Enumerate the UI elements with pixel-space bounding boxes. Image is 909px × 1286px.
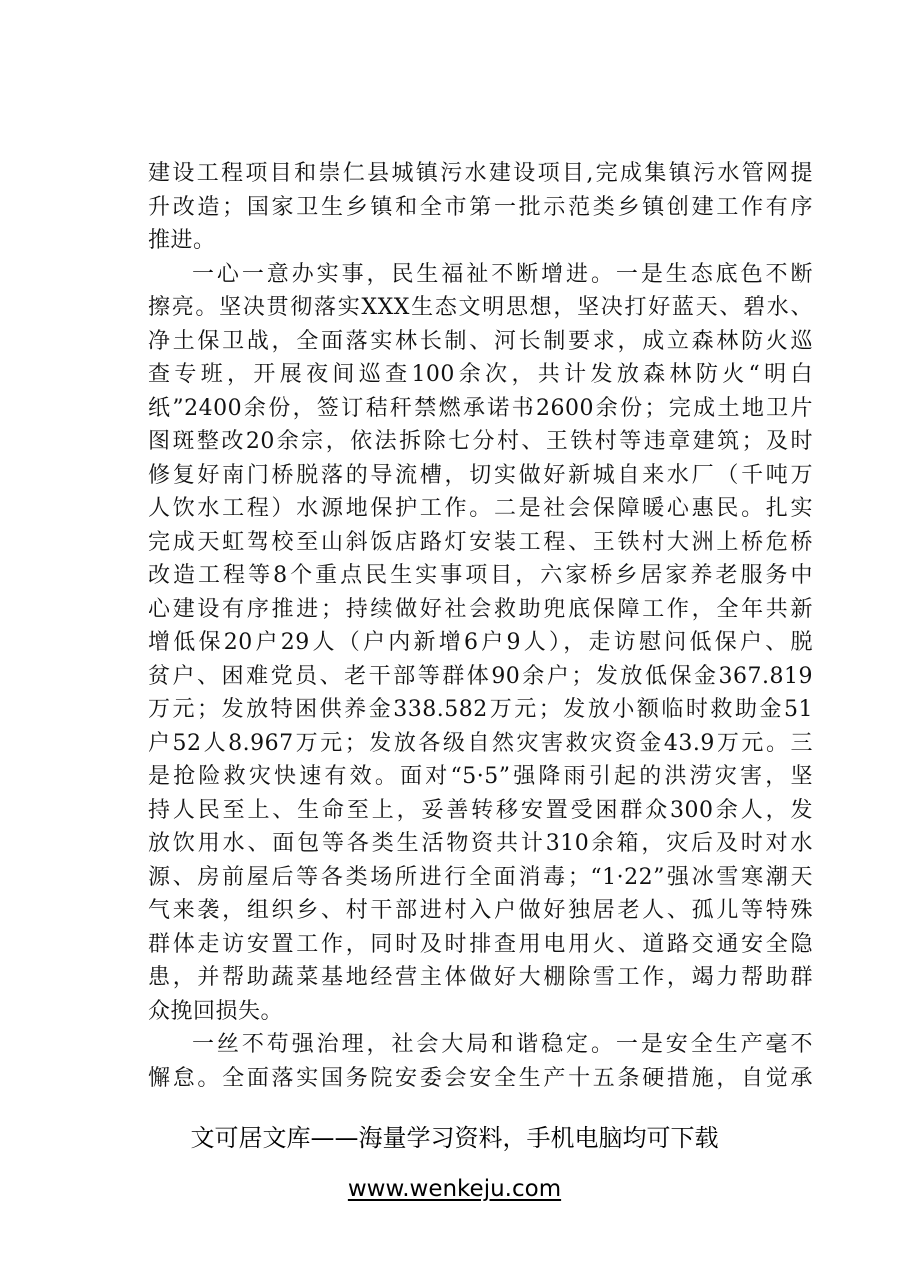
- text-line: 完成天虹驾校至山斜饭店路灯安装工程、王铁村大洲上桥危桥: [148, 529, 813, 555]
- text-line: 建设工程项目和崇仁县城镇污水建设项目,完成集镇污水管网提: [148, 161, 813, 186]
- text-line: 气来袭，组织乡、村干部进村入户做好独居老人、孤儿等特殊: [148, 898, 813, 923]
- text-line: 贫户、困难党员、老干部等群体90余户；发放低保金367.819: [148, 663, 813, 689]
- text-line: 患，并帮助蔬菜基地经营主体做好大棚除雪工作，竭力帮助群: [148, 965, 813, 990]
- text-line: 是抢险救灾快速有效。面对“5·5”强降雨引起的洪涝灾害，坚: [148, 764, 813, 789]
- text-line: 群体走访安置工作，同时及时排查用电用火、道路交通安全隐: [148, 931, 813, 957]
- paragraph-first-line: 一丝不苟强治理，社会大局和谐稳定。一是安全生产毫不: [192, 1032, 813, 1057]
- text-line: 图斑整改20余宗，依法拆除七分村、王铁村等违章建筑；及时: [148, 429, 813, 454]
- text-line: 升改造；国家卫生乡镇和全市第一批示范类乡镇创建工作有序: [148, 194, 813, 220]
- document-body: [148, 157, 813, 1095]
- text-line: 源、房前屋后等各类场所进行全面消毒；“1·22”强冰雪寒潮天: [148, 864, 813, 890]
- text-line: 放饮用水、面包等各类生活物资共计310余箱，灾后及时对水: [148, 831, 813, 856]
- text-line: 修复好南门桥脱落的导流槽，切实做好新城自来水厂（千吨万: [148, 462, 813, 488]
- text-line: 纸”2400余份，签订秸秆禁燃承诺书2600余份；完成土地卫片: [148, 395, 813, 421]
- text-line: 改造工程等8个重点民生实事项目，六家桥乡居家养老服务中: [148, 563, 813, 588]
- text-line: 户52人8.967万元；发放各级自然灾害救灾资金43.9万元。三: [148, 730, 813, 756]
- text-line: 持人民至上、生命至上，妥善转移安置受困群众300余人，发: [148, 797, 813, 823]
- text-line: 心建设有序推进；持续做好社会救助兜底保障工作，全年共新: [148, 596, 813, 622]
- text-line: 查专班，开展夜间巡查100余次，共计发放森林防火“明白: [148, 362, 813, 387]
- text-line: 人饮水工程）水源地保护工作。二是社会保障暖心惠民。扎实: [148, 496, 813, 521]
- text-line: 净土保卫战，全面落实林长制、河长制要求，成立森林防火巡: [148, 328, 813, 354]
- text-line: 懈怠。全面落实国务院安委会安全生产十五条硬措施，自觉承: [148, 1065, 813, 1091]
- text-line: 推进。: [148, 228, 216, 253]
- text-line: 万元；发放特困供养金338.582万元；发放小额临时救助金51: [148, 697, 813, 722]
- footer-url[interactable]: [0, 1176, 909, 1202]
- footer-url-link[interactable]: www.wenkeju.com: [347, 1176, 562, 1202]
- text-line: 众挽回损失。: [148, 998, 284, 1024]
- paragraph-first-line: 一心一意办实事，民生福祉不断增进。一是生态底色不断: [192, 261, 813, 287]
- text-line: 擦亮。坚决贯彻落实XXX生态文明思想，坚决打好蓝天、碧水、: [148, 295, 813, 320]
- footer-slogan: 文可居文库——海量学习资料，手机电脑均可下载: [190, 1124, 719, 1152]
- text-line: 增低保20户29人（户内新增6户9人），走访慰问低保户、脱: [148, 630, 813, 655]
